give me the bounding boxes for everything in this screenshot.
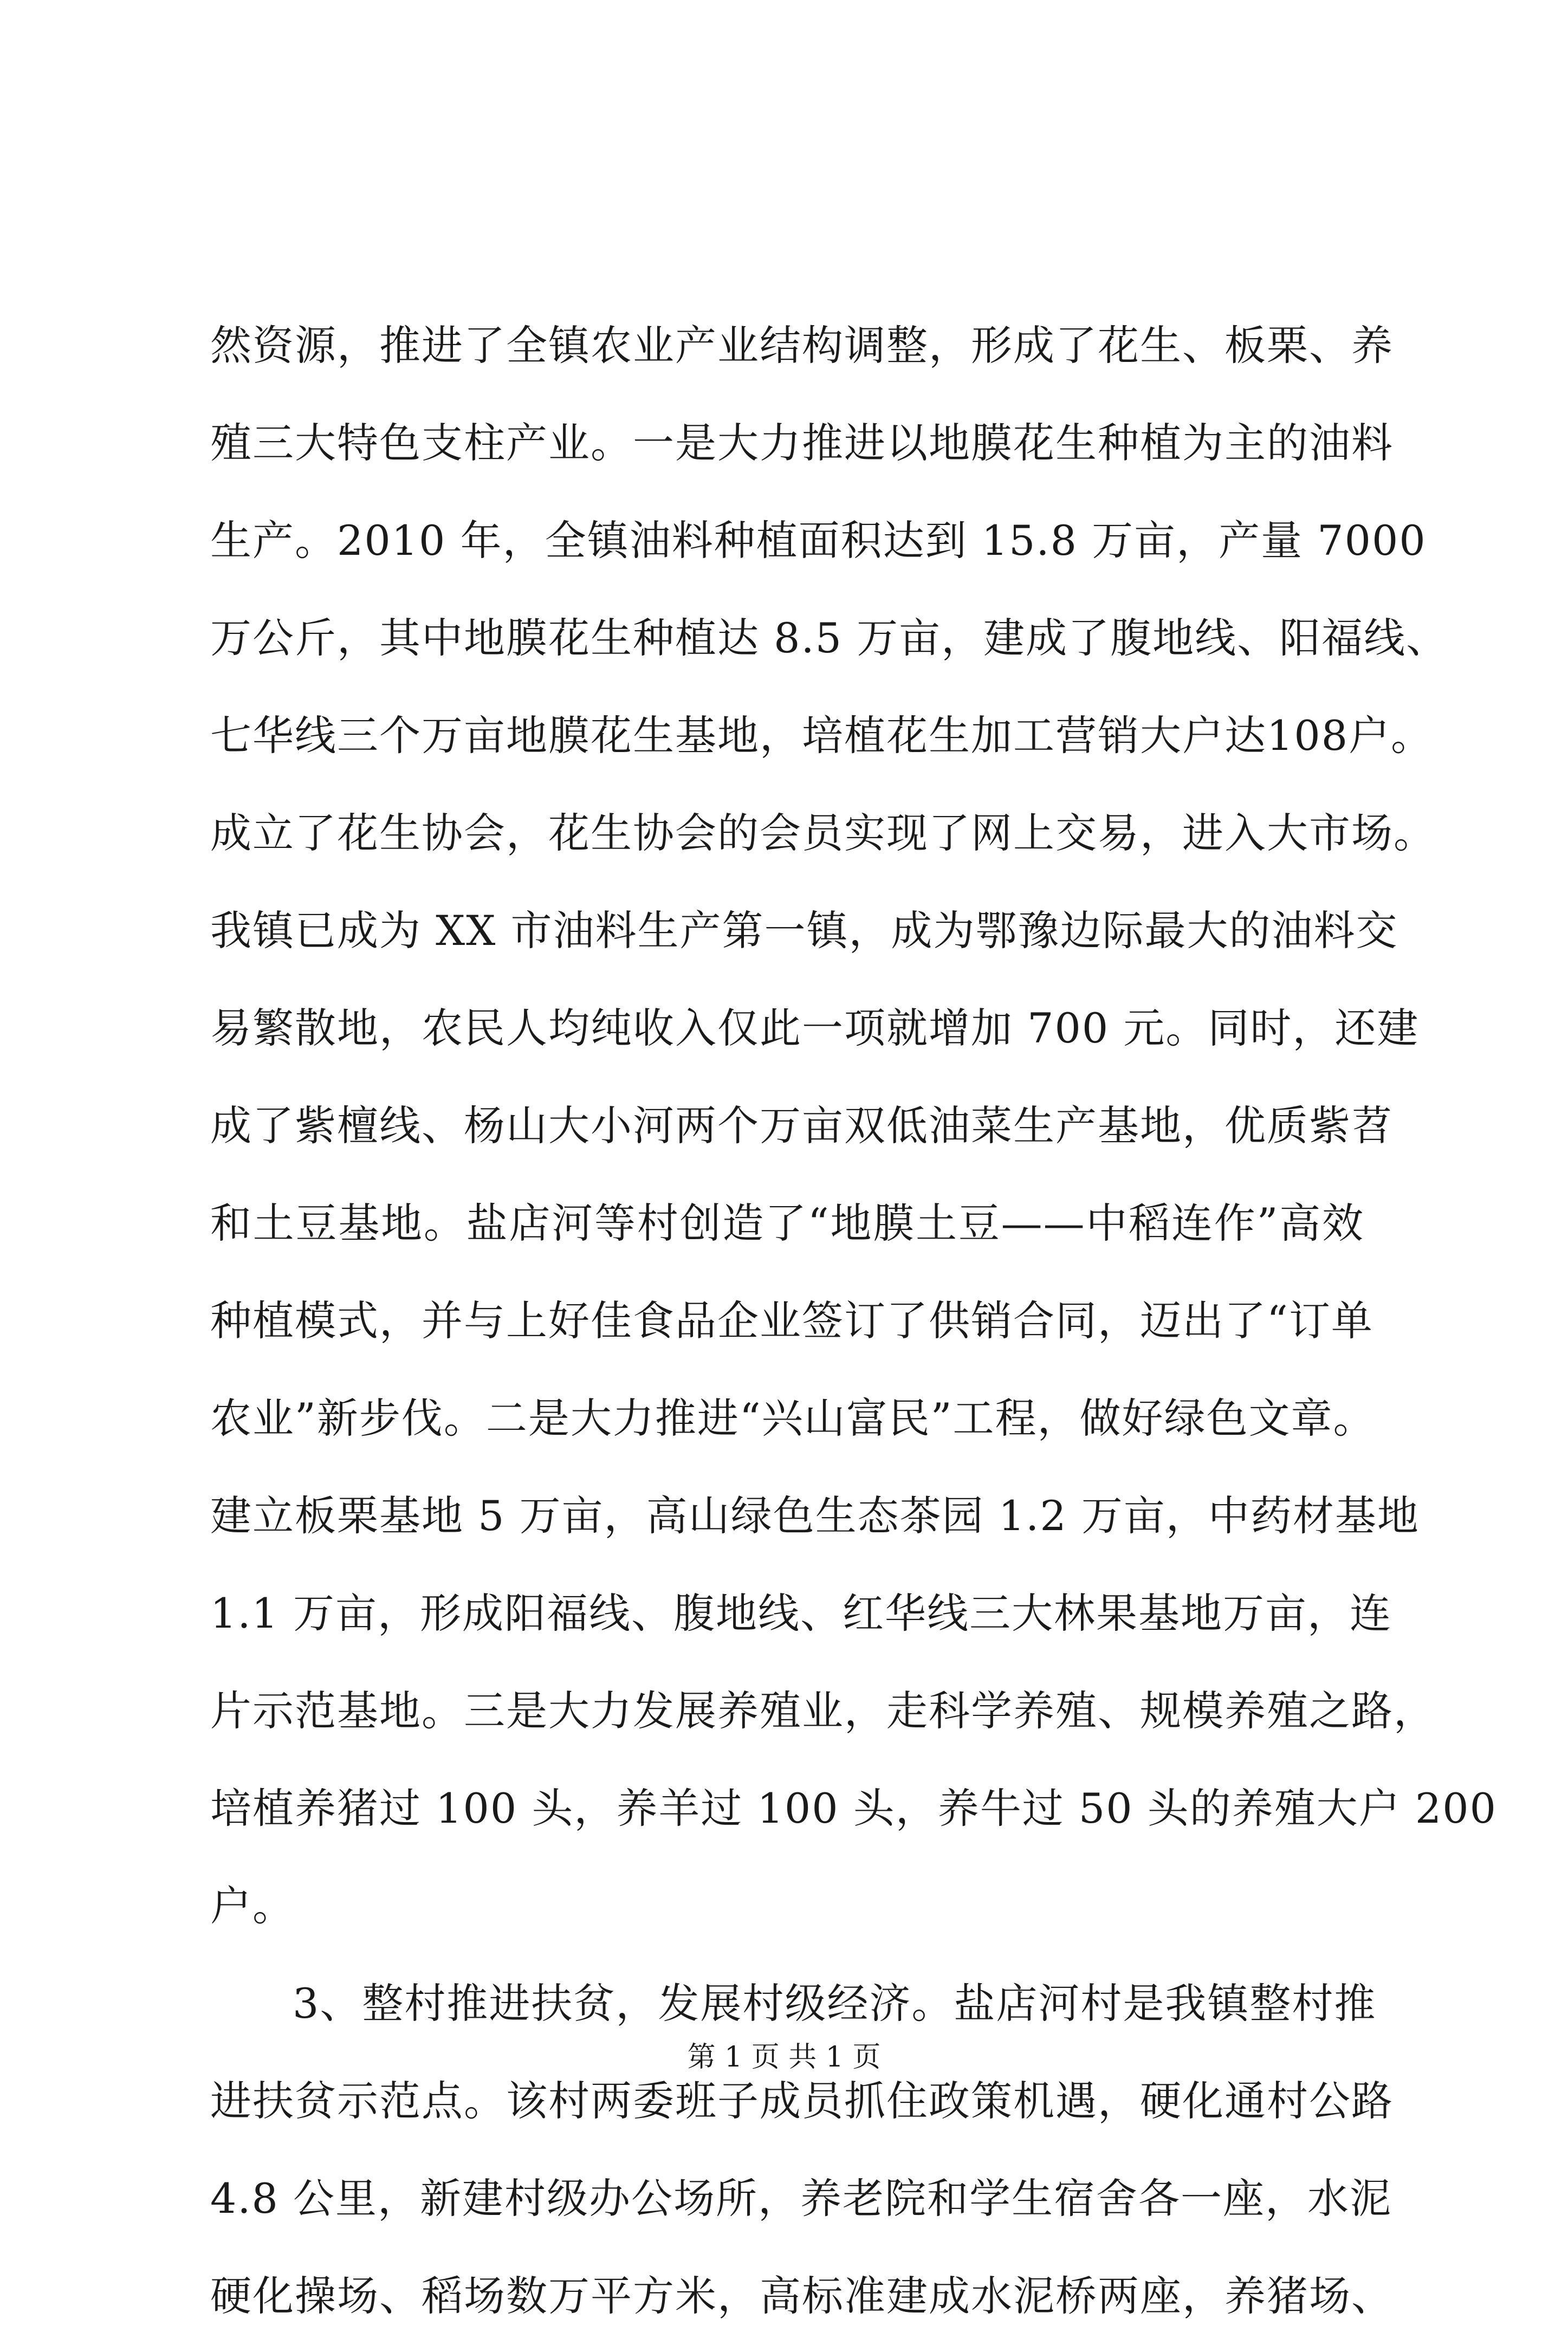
text-line: 4.8 公里，新建村级办公场所，养老院和学生宿舍各一座，水泥 [210,2174,1392,2223]
page-footer: 第 1 页 共 1 页 [687,2041,881,2074]
text-line: 片示范基地。三是大力发展养殖业，走科学养殖、规模养殖之路， [210,1687,1436,1735]
text-line: 生产。2010 年，全镇油料种植面积达到 15.8 万亩，产量 7000 [210,516,1427,565]
text-line: 1.1 万亩，形成阳福线、腹地线、红华线三大林果基地万亩，连 [210,1589,1392,1637]
text-line: 易繁散地，农民人均纯收入仅此一项就增加 700 元。同时，还建 [210,1004,1420,1052]
text-line: 我镇已成为 XX 市油料生产第一镇，成为鄂豫边际最大的油料交 [210,906,1398,955]
text-line: 成了紫檀线、杨山大小河两个万亩双低油菜生产基地，优质紫苕 [210,1102,1394,1150]
text-line: 万公斤，其中地膜花生种植达 8.5 万亩，建成了腹地线、阳福线、 [210,614,1449,662]
text-line: 和土豆基地。盐店河等村创造了“地膜土豆——中稻连作”高效 [210,1199,1364,1247]
document-body [210,297,1497,2345]
text-line-paragraph-end: 户。 [210,1882,295,1930]
text-line: 农业”新步伐。二是大力推进“兴山富民”工程，做好绿色文章。 [210,1394,1376,1442]
text-line: 殖三大特色支柱产业。一是大力推进以地膜花生种植为主的油料 [210,419,1394,467]
text-line: 然资源，推进了全镇农业产业结构调整，形成了花生、板栗、养 [210,321,1394,370]
text-line-paragraph-start: 3、整村推进扶贫，发展村级经济。盐店河村是我镇整村推 [293,1979,1377,2027]
text-line: 培植养猪过 100 头，养羊过 100 头，养牛过 50 头的养殖大户 200 [210,1784,1497,1832]
text-line: 种植模式，并与上好佳食品企业签订了供销合同，迈出了“订单 [210,1297,1373,1345]
text-line: 建立板栗基地 5 万亩，高山绿色生态茶园 1.2 万亩，中药材基地 [210,1492,1420,1540]
text-line: 七华线三个万亩地膜花生基地，培植花生加工营销大户达108户。 [210,711,1434,760]
text-line: 进扶贫示范点。该村两委班子成员抓住政策机遇，硬化通村公路 [210,2077,1394,2125]
text-line: 硬化操场、稻场数万平方米，高标准建成水泥桥两座，养猪场、 [210,2272,1394,2320]
text-line: 成立了花生协会，花生协会的会员实现了网上交易，进入大市场。 [210,809,1436,857]
